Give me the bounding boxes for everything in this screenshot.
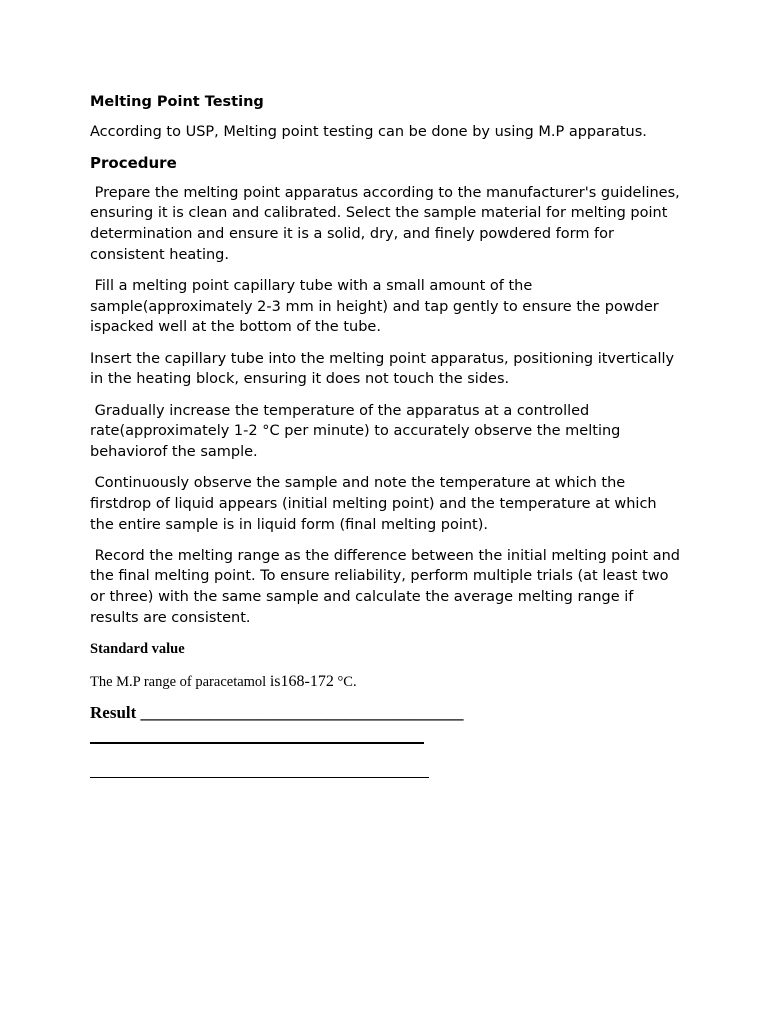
- result-label: Result ______________________________________: [90, 703, 464, 723]
- procedure-step-5: Continuously observe the sample and note the temperature at which the firstdrop of liquid appears (initial melting point) and the temperature at which the entire sample is in liquid form (final melting point).: [90, 475, 662, 533]
- procedure-step-3: Insert the capillary tube into the melting point apparatus, positioning itvertically in the heating block, ensuring it does not touch the sides.: [90, 350, 679, 388]
- standard-value-prefix: The M.P range of paracetamol: [90, 674, 270, 691]
- result-blank-line: [90, 777, 429, 778]
- intro-text: According to USP, Melting point testing can be done by using M.P apparatus.: [90, 124, 647, 140]
- procedure-heading: Procedure: [90, 153, 177, 172]
- procedure-step-1: Prepare the melting point apparatus according to the manufacturer's guidelines, ensuring it is clean and calibrated. Select the sample material for melting point determination and ensure it is a solid, dry, and finely powdered form for consistent heating.: [90, 184, 685, 263]
- standard-value-text: [90, 671, 682, 693]
- standard-value-range: is168-172: [269, 673, 334, 691]
- procedure-step-6: Record the melting range as the difference between the initial melting point and the final melting point. To ensure reliability, perform multiple trials (at least two or three) with the same sample and calculate the average melting range if results are consistent.: [90, 547, 685, 626]
- procedure-step-2: Fill a melting point capillary tube with a small amount of the sample(approximately 2-3 mm in height) and tap gently to ensure the powder ispacked well at the bottom of the tube.: [90, 278, 664, 336]
- procedure-step-4: Gradually increase the temperature of the apparatus at a controlled rate(approximately 1-2 °C per minute) to accurately observe the melting behaviorof the sample.: [90, 402, 625, 460]
- document-page: [90, 92, 685, 778]
- document-title: Melting Point Testing: [90, 94, 264, 110]
- result-blank-line: [90, 742, 424, 744]
- standard-value-heading: Standard value: [90, 641, 185, 658]
- standard-value-unit: °C.: [333, 674, 357, 691]
